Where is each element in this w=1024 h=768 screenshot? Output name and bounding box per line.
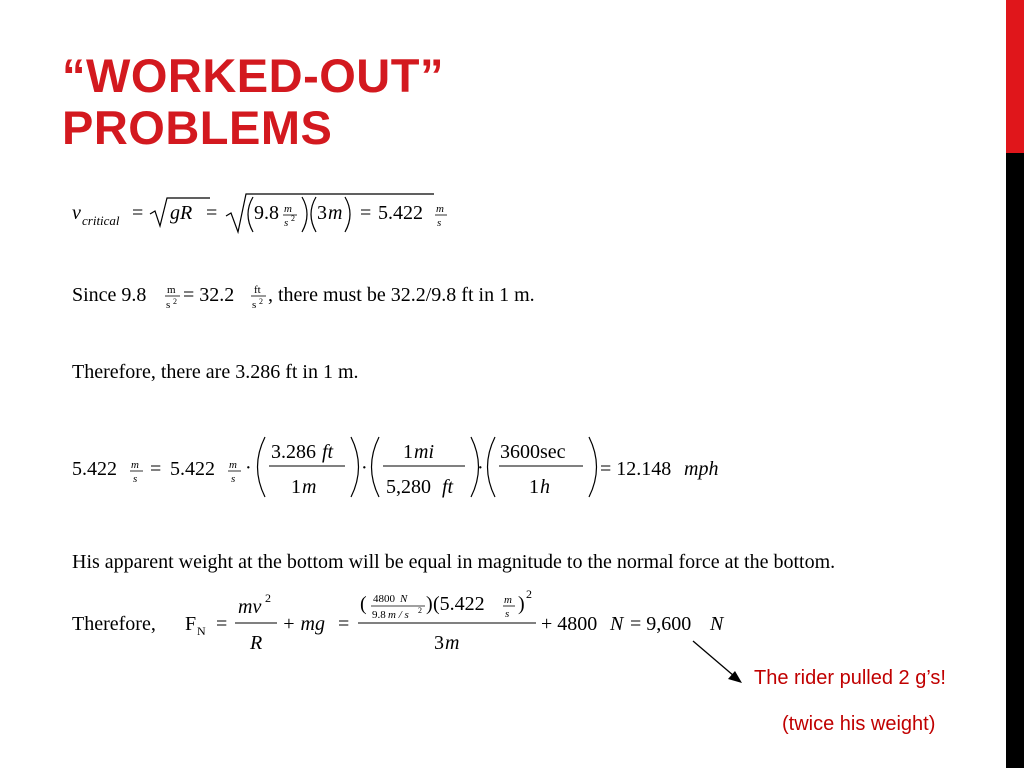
conv-a-m: m xyxy=(131,459,139,471)
normal-plus-mg: + mg xyxy=(282,613,325,635)
equation-normal-force xyxy=(70,585,750,657)
since-unit-s: s xyxy=(166,299,171,311)
normal-v-sq: 2 xyxy=(526,587,532,601)
normal-v-val: (5.422 xyxy=(433,593,485,615)
conv-eq1: = xyxy=(150,458,162,480)
since-mid: = 32.2 xyxy=(183,284,235,306)
conv-f2-num: 1 xyxy=(403,441,413,463)
normal-inner-sq: 2 xyxy=(418,606,422,615)
slide-title-line1: “WORKED-OUT” xyxy=(62,49,444,102)
normal-v-s: s xyxy=(505,608,510,620)
eq1-val2: 3 xyxy=(317,202,327,224)
eq1-equals-2: = xyxy=(206,202,218,224)
eq1-unit-sq: 2 xyxy=(291,214,295,223)
eq1-paren-1l xyxy=(248,197,253,232)
therefore-feet-line: Therefore, there are 3.286 ft in 1 m. xyxy=(72,361,359,383)
normal-inner-num: 4800 xyxy=(373,593,395,605)
normal-inner-num-unit: N xyxy=(400,593,408,605)
eq1-v-sub: critical xyxy=(82,213,120,228)
conv-f2-lparen xyxy=(372,437,380,497)
equation-critical-velocity-svg xyxy=(70,192,470,242)
eq1-gr: gR xyxy=(170,202,193,224)
conv-f1-lparen xyxy=(258,437,266,497)
normal-plus-4800: + 4800 xyxy=(541,613,598,635)
normal-F-sub: N xyxy=(197,624,206,638)
conv-f1-num: 3.286 xyxy=(271,441,316,463)
equation-normal-force-svg xyxy=(70,585,750,657)
conv-f1-den-unit: m xyxy=(302,476,317,498)
normal-lead: Therefore, xyxy=(72,613,156,635)
normal-den2: 3 xyxy=(434,632,444,654)
normal-result-unit: N xyxy=(710,613,724,635)
eq1-m: m xyxy=(328,202,343,224)
normal-inner-den: 9.8 xyxy=(372,609,386,621)
equation-conversion-svg xyxy=(70,432,750,502)
accent-side-bar-red xyxy=(1006,0,1024,153)
since-unit-m: m xyxy=(167,284,176,296)
since-tail: , there must be 32.2/9.8 ft in 1 m. xyxy=(268,284,535,306)
normal-eq2: = xyxy=(338,613,350,635)
conv-f3-num: 3600sec xyxy=(500,441,566,463)
conv-b-m: m xyxy=(229,459,237,471)
conv-f2-den: 5,280 xyxy=(386,476,431,498)
normal-eq1: = xyxy=(216,613,228,635)
equation-critical-velocity xyxy=(70,192,470,242)
conv-f2-num-unit: mi xyxy=(414,441,434,463)
callout-arrow-line xyxy=(693,641,734,676)
eq1-equals-1: = xyxy=(132,202,144,224)
conv-f3-den: 1 xyxy=(529,476,539,498)
conv-f2-den-unit: ft xyxy=(442,476,454,498)
normal-num1: mv xyxy=(238,596,262,618)
eq1-paren-2l xyxy=(311,197,316,232)
eq1-unit-s: s xyxy=(284,217,289,229)
apparent-weight-line: His apparent weight at the bottom will be equal in magnitude to the normal force at the bottom. xyxy=(72,551,836,573)
conv-f1-den: 1 xyxy=(291,476,301,498)
normal-den1: R xyxy=(250,632,263,654)
eq1-unit-m: m xyxy=(284,203,292,215)
slide-title-line2: PROBLEMS xyxy=(62,101,333,154)
since-unit-ft: ft xyxy=(254,284,261,296)
conv-f3-lparen xyxy=(488,437,496,497)
slide-title xyxy=(62,50,444,154)
normal-result: = 9,600 xyxy=(630,613,692,635)
normal-v-m: m xyxy=(504,594,512,606)
eq1-paren-1r xyxy=(302,197,307,232)
since-lead: Since 9.8 xyxy=(72,284,147,306)
since-line-svg xyxy=(70,280,630,320)
callout-arrow xyxy=(690,638,750,688)
conv-b-s: s xyxy=(231,473,236,485)
conv-f1-num-unit: ft xyxy=(322,441,334,463)
eq1-result-s: s xyxy=(437,217,442,229)
since-unit-sq: 2 xyxy=(173,297,177,306)
normal-close-paren2: ) xyxy=(518,593,525,615)
normal-close-paren: ) xyxy=(426,593,433,615)
normal-4800-N: N xyxy=(610,613,624,635)
conv-a-s: s xyxy=(133,473,138,485)
callout-line1: The rider pulled 2 g’s! xyxy=(754,667,946,689)
eq1-v: v xyxy=(72,202,81,224)
eq1-val1: 9.8 xyxy=(254,202,279,224)
conv-f3-den-unit: h xyxy=(540,476,550,498)
conv-a: 5.422 xyxy=(72,458,117,480)
conv-dot1: · xyxy=(245,457,252,479)
conv-f3-rparen xyxy=(589,437,597,497)
eq1-result: 5.422 xyxy=(378,202,423,224)
since-line xyxy=(70,280,630,320)
conv-dot2: · xyxy=(361,457,368,479)
normal-num1-sq: 2 xyxy=(265,591,271,605)
callout-line2: (twice his weight) xyxy=(782,713,936,735)
since-unit-s2: s xyxy=(252,299,257,311)
eq1-equals-3: = xyxy=(360,202,372,224)
eq1-paren-2r xyxy=(345,197,350,232)
eq1-result-m: m xyxy=(436,203,444,215)
conv-result-unit: mph xyxy=(684,458,719,480)
since-unit-sq2: 2 xyxy=(259,297,263,306)
normal-den2-unit: m xyxy=(445,632,460,654)
conv-f1-rparen xyxy=(351,437,359,497)
accent-side-bar xyxy=(1006,0,1024,768)
conv-b: 5.422 xyxy=(170,458,215,480)
normal-open-paren: ( xyxy=(360,593,367,615)
normal-inner-den-unit: m / s xyxy=(388,609,409,621)
conv-dot3: · xyxy=(477,457,484,479)
normal-F: F xyxy=(185,613,197,635)
equation-conversion xyxy=(70,432,750,502)
conv-result: = 12.148 xyxy=(600,458,672,480)
